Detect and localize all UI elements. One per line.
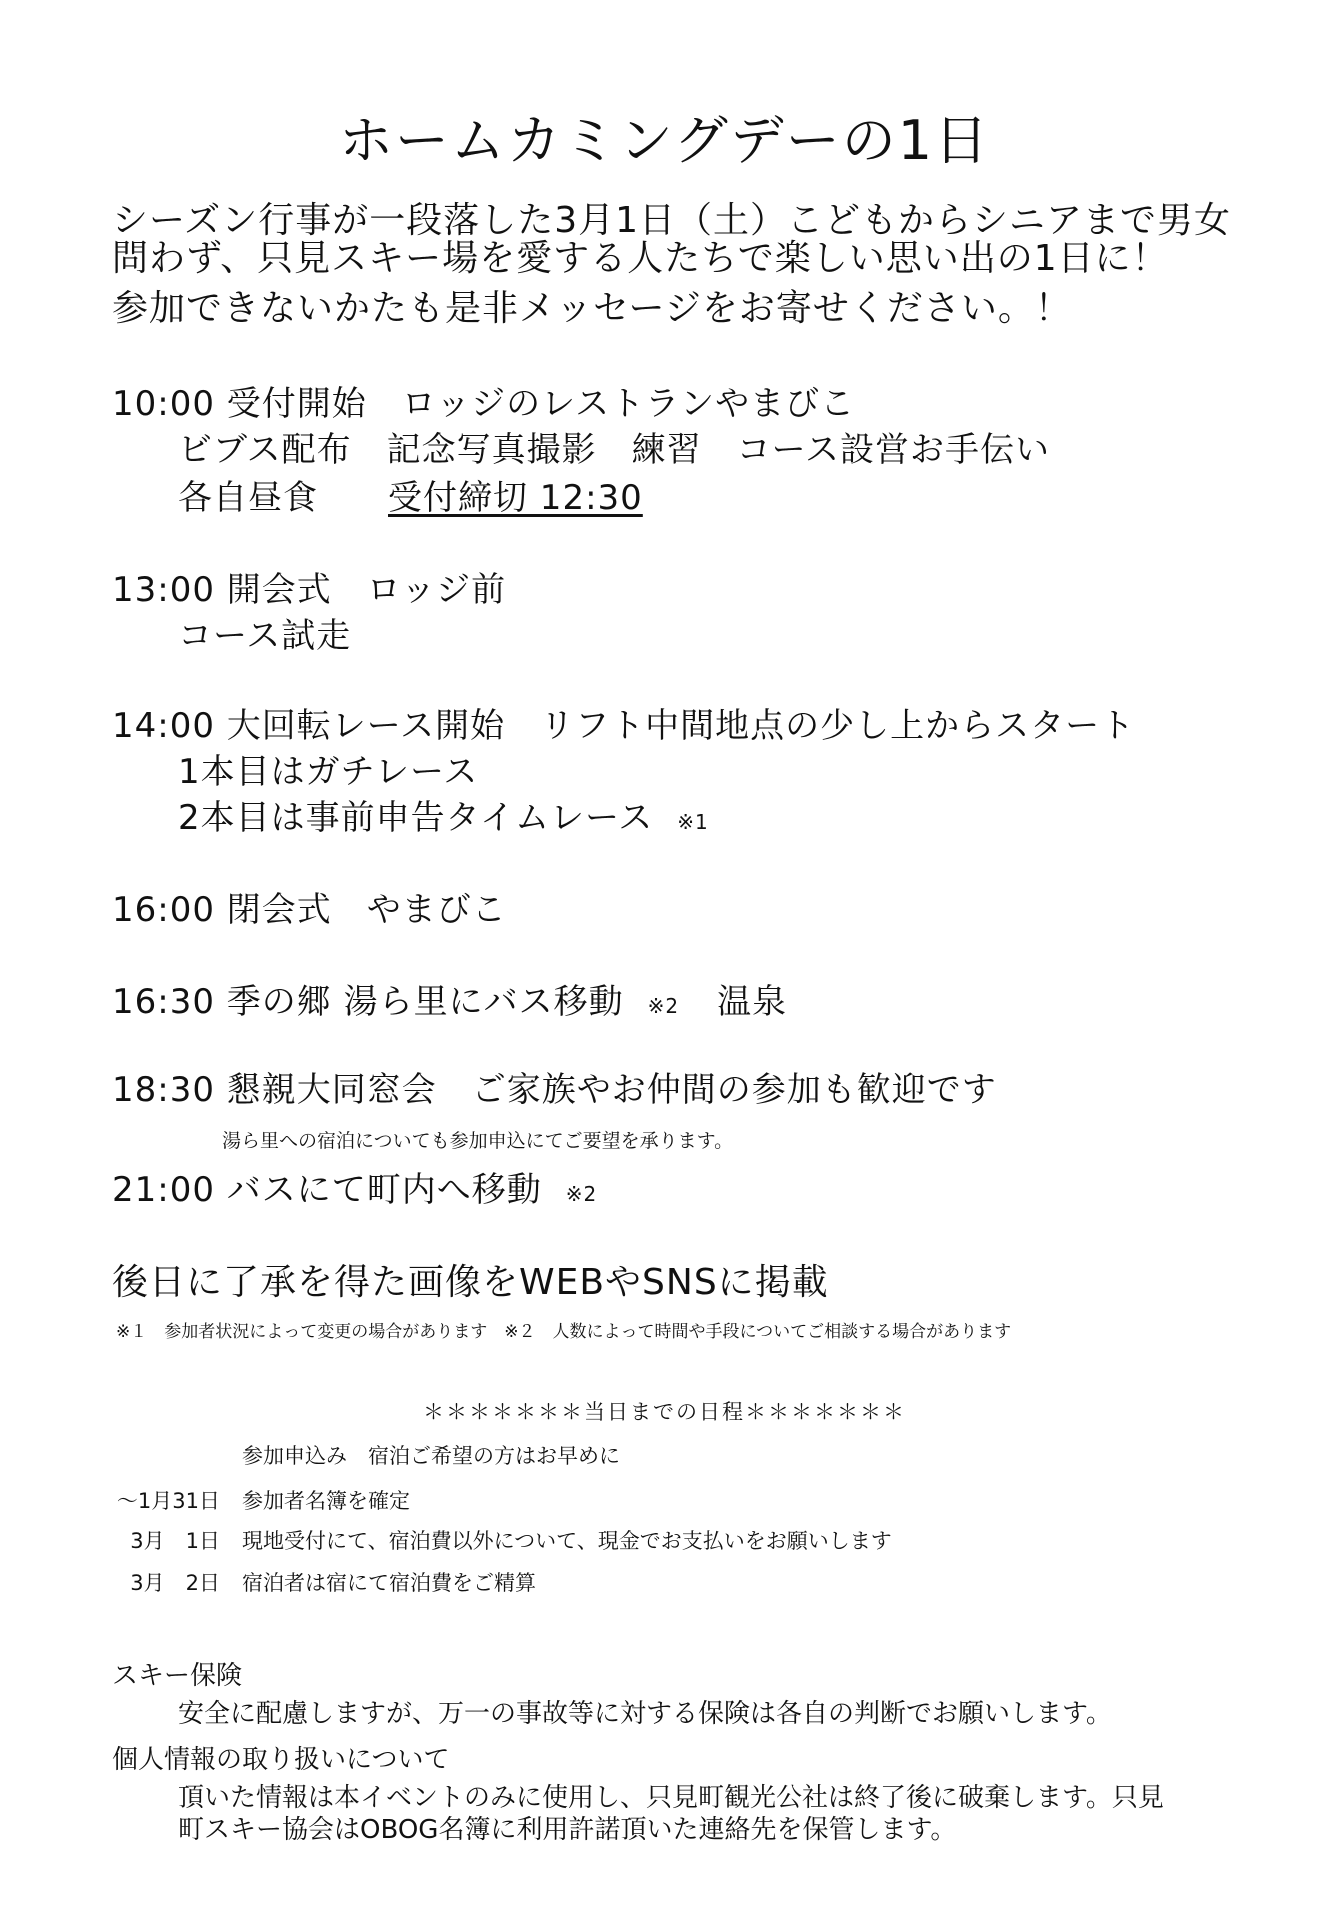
schedule-1600-main: 16:00 閉会式 やまびこ	[112, 890, 507, 930]
schedule-1630-main	[112, 980, 787, 1028]
time-race-label: 2本目は事前申告タイムレース	[178, 798, 654, 838]
calendar-date: 3月 2日	[130, 1571, 220, 1595]
footnote-mark-1: ※1	[677, 810, 709, 834]
insurance-heading: スキー保険	[112, 1661, 243, 1691]
insurance-text: 安全に配慮しますが、万一の事故等に対する保険は各自の判断でお願いします。	[178, 1699, 1112, 1729]
schedule-1830-note: 湯ら里への宿泊についても参加申込にてご要望を承ります。	[222, 1130, 734, 1152]
calendar-text: 参加申込み 宿泊ご希望の方はお早めに	[242, 1444, 620, 1468]
schedule-1000-sub1: ビブス配布 記念写真撮影 練習 コース設営お手伝い	[178, 430, 1050, 470]
calendar-text: 宿泊者は宿にて宿泊費をご精算	[242, 1571, 536, 1595]
schedule-1000-sub2	[178, 476, 643, 520]
privacy-line-2: 町スキー協会はOBOG名簿に利用許諾頂いた連絡先を保管します。	[178, 1815, 957, 1845]
calendar-date: 3月 1日	[130, 1529, 220, 1553]
intro-line-2: 問わず、只見スキー場を愛する人たちで楽しい思い出の1日に！	[112, 238, 1169, 279]
calendar-heading: ＊＊＊＊＊＊＊当日までの日程＊＊＊＊＊＊＊	[423, 1400, 906, 1424]
bus-transfer-label: 16:30 季の郷 湯ら里にバス移動	[112, 982, 624, 1022]
schedule-2100-main	[112, 1168, 597, 1216]
footnote-mark-2b: ※2	[565, 1182, 598, 1206]
schedule-1400-main: 14:00 大回転レース開始 リフト中間地点の少し上からスタート	[112, 706, 1136, 746]
calendar-text: 参加者名簿を確定	[242, 1489, 410, 1513]
photo-notice: 後日に了承を得た画像をWEBやSNSに掲載	[112, 1262, 829, 1303]
onsen-label: 温泉	[717, 982, 788, 1022]
calendar-row	[90, 1441, 620, 1471]
bus-return-label: 21:00 バスにて町内へ移動	[112, 1170, 542, 1210]
schedule-1830-main: 18:30 懇親大同窓会 ご家族やお仲間の参加も歓迎です	[112, 1070, 997, 1110]
schedule-1400-sub1: 1本目はガチレース	[178, 752, 479, 792]
schedule-1300-main: 13:00 開会式 ロッジ前	[112, 570, 507, 610]
privacy-heading: 個人情報の取り扱いについて	[112, 1745, 450, 1775]
deadline-label: 受付締切 12:30	[388, 478, 643, 518]
calendar-date: 〜1月31日	[116, 1489, 220, 1513]
footnote-mark-2: ※2	[647, 994, 680, 1018]
schedule-1300-sub1: コース試走	[178, 616, 352, 656]
page-title: ホームカミングデーの1日	[338, 109, 991, 172]
intro-line-3: 参加できないかたも是非メッセージをお寄せください。！	[112, 288, 1072, 329]
intro-line-1: シーズン行事が一段落した3月1日（土）こどもからシニアまで男女	[112, 200, 1232, 241]
privacy-line-1: 頂いた情報は本イベントのみに使用し、只見町観光公社は終了後に破棄します。只見	[178, 1783, 1164, 1813]
schedule-1400-sub2	[178, 796, 709, 844]
calendar-row	[90, 1526, 892, 1556]
footnotes: ※１ 参加者状況によって変更の場合があります ※２ 人数によって時間や手段についてご相談する場合があります	[116, 1322, 1012, 1342]
calendar-row	[90, 1486, 410, 1516]
calendar-text: 現地受付にて、宿泊費以外について、現金でお支払いをお願いします	[242, 1529, 892, 1553]
calendar-row	[90, 1568, 536, 1598]
schedule-1000-main: 10:00 受付開始 ロッジのレストランやまびこ	[112, 384, 856, 424]
lunch-label: 各自昼食	[178, 478, 388, 518]
